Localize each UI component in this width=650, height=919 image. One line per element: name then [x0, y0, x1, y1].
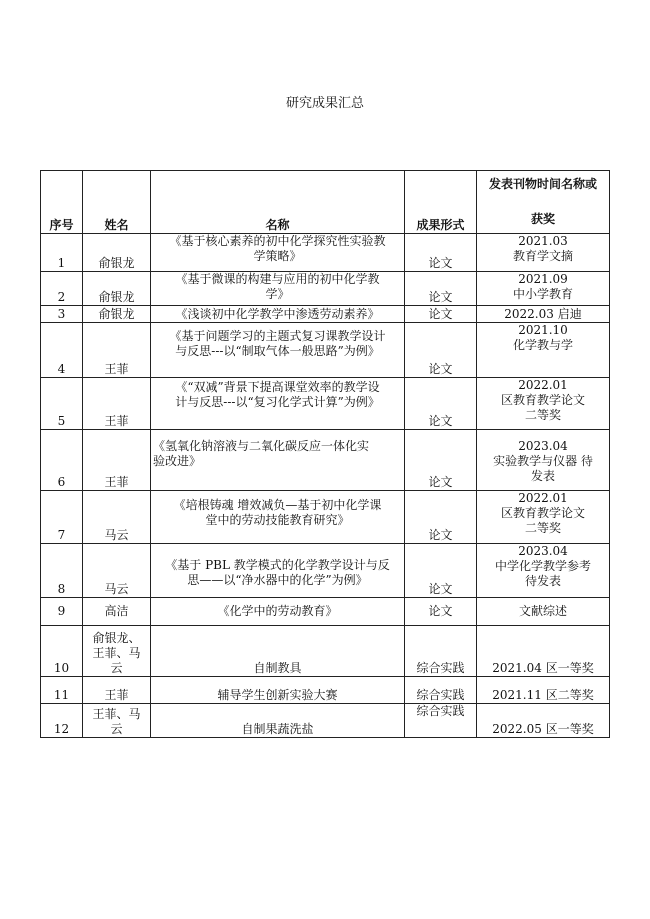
- row-title: 《基于微课的构建与应用的初中化学教 学》: [151, 272, 405, 306]
- row-seq: 11: [41, 677, 83, 704]
- row-author: 马云: [83, 544, 151, 598]
- row-publication: 2021.04 区一等奖: [477, 626, 610, 677]
- row-publication: 2023.04 中学化学教学参考 待发表: [477, 544, 610, 598]
- row-form: 论文: [405, 598, 477, 626]
- row-title: 自制教具: [151, 626, 405, 677]
- row-seq: 2: [41, 272, 83, 306]
- header-title: 名称: [151, 171, 405, 234]
- row-publication: 2021.10 化学教与学: [477, 323, 610, 378]
- header-publication: [477, 171, 610, 234]
- row-title: 《浅谈初中化学教学中渗透劳动素养》: [151, 306, 405, 323]
- row-author: 俞银龙: [83, 272, 151, 306]
- row-form: 论文: [405, 323, 477, 378]
- table-row: [41, 598, 610, 626]
- row-publication: 2022.03 启迪: [477, 306, 610, 323]
- page-title: 研究成果汇总: [285, 96, 364, 111]
- table-header-row: [41, 171, 610, 234]
- header-name: 姓名: [83, 171, 151, 234]
- table-row: [41, 704, 610, 738]
- row-form: 综合实践: [405, 677, 477, 704]
- table-row: [41, 306, 610, 323]
- table-row: [41, 323, 610, 378]
- row-publication: 2022.05 区一等奖: [477, 704, 610, 738]
- row-title: 《基于 PBL 教学模式的化学教学设计与反 思——以“净水器中的化学”为例》: [151, 544, 405, 598]
- row-seq: 3: [41, 306, 83, 323]
- table-row: [41, 544, 610, 598]
- header-publication-line2: 获奖: [530, 212, 555, 226]
- table-row: [41, 626, 610, 677]
- row-author: 王菲: [83, 378, 151, 430]
- row-title: 《化学中的劳动教育》: [151, 598, 405, 626]
- table-row: [41, 272, 610, 306]
- row-title: 《基于核心素养的初中化学探究性实验教 学策略》: [151, 234, 405, 272]
- row-publication: 2021.03 教育学文摘: [477, 234, 610, 272]
- row-form: 论文: [405, 378, 477, 430]
- row-publication: 2022.01 区教育教学论文 二等奖: [477, 378, 610, 430]
- row-seq: 12: [41, 704, 83, 738]
- row-publication: 2021.11 区二等奖: [477, 677, 610, 704]
- row-title: 《基于问题学习的主题式复习课教学设计 与反思---以“制取气体一般思路”为例》: [151, 323, 405, 378]
- table-row: [41, 378, 610, 430]
- row-seq: 1: [41, 234, 83, 272]
- row-publication: 2021.09 中小学教育: [477, 272, 610, 306]
- row-title: 辅导学生创新实验大赛: [151, 677, 405, 704]
- row-author: 马云: [83, 491, 151, 544]
- row-publication: 2023.04 实验教学与仪器 待 发表: [477, 430, 610, 491]
- row-title: 《“双减”背景下提高课堂效率的教学设 计与反思---以“复习化学式计算”为例》: [151, 378, 405, 430]
- row-seq: 6: [41, 430, 83, 491]
- results-table: [40, 170, 610, 738]
- row-author: 王菲: [83, 430, 151, 491]
- row-form: 综合实践: [405, 626, 477, 677]
- row-author: 高洁: [83, 598, 151, 626]
- row-title: 自制果蔬洗盐: [151, 704, 405, 738]
- table-row: [41, 677, 610, 704]
- table-row: [41, 430, 610, 491]
- row-form: 论文: [405, 272, 477, 306]
- row-seq: 4: [41, 323, 83, 378]
- header-form: 成果形式: [405, 171, 477, 234]
- row-seq: 9: [41, 598, 83, 626]
- row-seq: 7: [41, 491, 83, 544]
- row-author: 王菲、马 云: [83, 704, 151, 738]
- row-seq: 10: [41, 626, 83, 677]
- row-publication: 文献综述: [477, 598, 610, 626]
- row-form: 论文: [405, 306, 477, 323]
- row-form: 论文: [405, 430, 477, 491]
- header-seq: 序号: [41, 171, 83, 234]
- row-form: 综合实践: [405, 704, 477, 738]
- table-row: [41, 234, 610, 272]
- header-publication-line1: 发表刊物时间名称或: [488, 177, 597, 191]
- row-title: 《氢氧化钠溶液与二氧化碳反应一体化实 验改进》: [151, 430, 405, 491]
- row-seq: 5: [41, 378, 83, 430]
- row-seq: 8: [41, 544, 83, 598]
- row-author: 王菲: [83, 323, 151, 378]
- row-author: 王菲: [83, 677, 151, 704]
- row-publication: 2022.01 区教育教学论文 二等奖: [477, 491, 610, 544]
- row-author: 俞银龙: [83, 234, 151, 272]
- table-row: [41, 491, 610, 544]
- row-form: 论文: [405, 491, 477, 544]
- row-title: 《培根铸魂 增效减负—基于初中化学课 堂中的劳动技能教育研究》: [151, 491, 405, 544]
- row-form: 论文: [405, 234, 477, 272]
- row-form: 论文: [405, 544, 477, 598]
- row-author: 俞银龙: [83, 306, 151, 323]
- row-author: 俞银龙、 王菲、马 云: [83, 626, 151, 677]
